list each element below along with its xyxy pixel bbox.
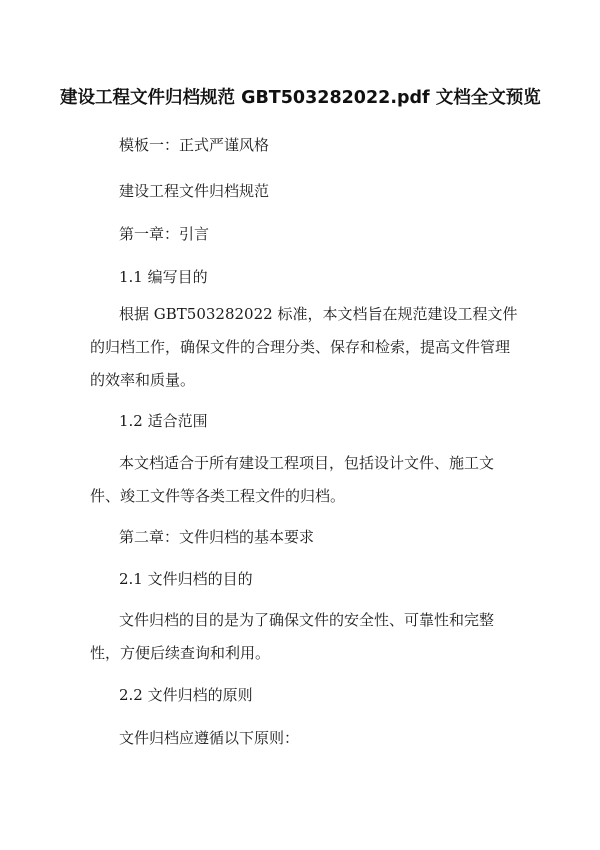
section-2-2-body: 文件归档应遵循以下原则： <box>119 729 300 747</box>
section-2-1-body: 文件归档的目的是为了确保文件的安全性、可靠性和完整性，方便后续查询和利用。 <box>90 611 495 662</box>
chapter-2-heading: 第二章：文件归档的基本要求 <box>119 528 315 546</box>
document-title: 建设工程文件归档规范 GBT503282022.pdf 文档全文预览 <box>60 88 541 108</box>
spec-name-line: 建设工程文件归档规范 <box>119 182 270 200</box>
chapter-1-heading: 第一章：引言 <box>119 225 210 243</box>
section-1-1-heading: 1.1 编写目的 <box>119 268 208 286</box>
template-style-line: 模板一：正式严谨风格 <box>119 136 270 154</box>
section-2-1-heading: 2.1 文件归档的目的 <box>119 570 253 588</box>
section-1-2-body: 本文档适合于所有建设工程项目，包括设计文件、施工文件、竣工文件等各类工程文件的归档。 <box>90 454 495 505</box>
section-1-2-heading: 1.2 适合范围 <box>119 412 208 430</box>
section-1-1-body: 根据 GBT503282022 标准，本文档旨在规范建设工程文件的归档工作，确保文件的合理分类、保存和检索，提高文件管理的效率和质量。 <box>90 305 518 389</box>
section-2-2-heading: 2.2 文件归档的原则 <box>119 686 253 704</box>
